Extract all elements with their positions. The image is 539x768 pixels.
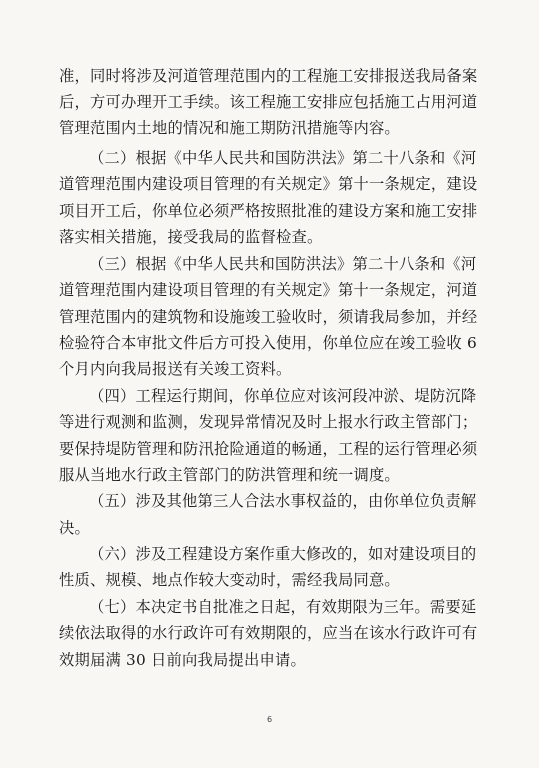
- paragraph-2-start: （二）根据《中华人民共和国防洪法》第二十八条和《河: [89, 149, 477, 167]
- body-line: 决。: [59, 519, 90, 537]
- paragraph-3-start: （三）根据《中华人民共和国防洪法》第二十八条和《河: [89, 255, 477, 273]
- body-line: 续依法取得的水行政许可有效期限的，应当在该水行政许可有: [59, 624, 478, 642]
- body-line: 检验符合本审批文件后方可投入使用，你单位应在竣工验收 6: [59, 334, 477, 352]
- body-line: 落实相关措施，接受我局的监督检查。: [59, 228, 323, 246]
- body-line: 项目开工后，你单位必须严格按照批准的建设方案和施工安排: [59, 202, 478, 220]
- body-line: 管理范围内土地的情况和施工期防汛措施等内容。: [59, 119, 400, 137]
- paragraph-7-start: （七）本决定书自批准之日起，有效期限为三年。需要延: [89, 598, 477, 616]
- body-line: 准，同时将涉及河道管理范围内的工程施工安排报送我局备案: [59, 67, 478, 85]
- body-line: 性质、规模、地点作较大变动时，需经我局同意。: [59, 571, 400, 589]
- body-line: 要保持堤防管理和防汛抢险通道的畅通，工程的运行管理必须: [59, 440, 478, 458]
- body-line: 等进行观测和监测，发现异常情况及时上报水行政主管部门；: [59, 413, 478, 431]
- paragraph-5-start: （五）涉及其他第三人合法水事权益的，由你单位负责解: [89, 492, 477, 510]
- body-line: 管理范围内的建筑物和设施竣工验收时，须请我局参加，并经: [59, 308, 478, 326]
- page-number: 6: [266, 715, 273, 724]
- body-line: 道管理范围内建设项目管理的有关规定》第十一条规定，河道: [59, 281, 478, 299]
- body-line: 效期届满 30 日前向我局提出申请。: [59, 651, 306, 669]
- body-line: 服从当地水行政主管部门的防洪管理和统一调度。: [59, 466, 400, 484]
- body-line: 道管理范围内建设项目管理的有关规定》第十一条规定，建设: [59, 175, 478, 193]
- paragraph-4-start: （四）工程运行期间，你单位应对该河段冲淤、堤防沉降: [89, 387, 477, 405]
- paragraph-6-start: （六）涉及工程建设方案作重大修改的，如对建设项目的: [89, 545, 477, 563]
- body-line: 后，方可办理开工手续。该工程施工安排应包括施工占用河道: [59, 93, 478, 111]
- body-line: 个月内向我局报送有关竣工资料。: [59, 360, 292, 378]
